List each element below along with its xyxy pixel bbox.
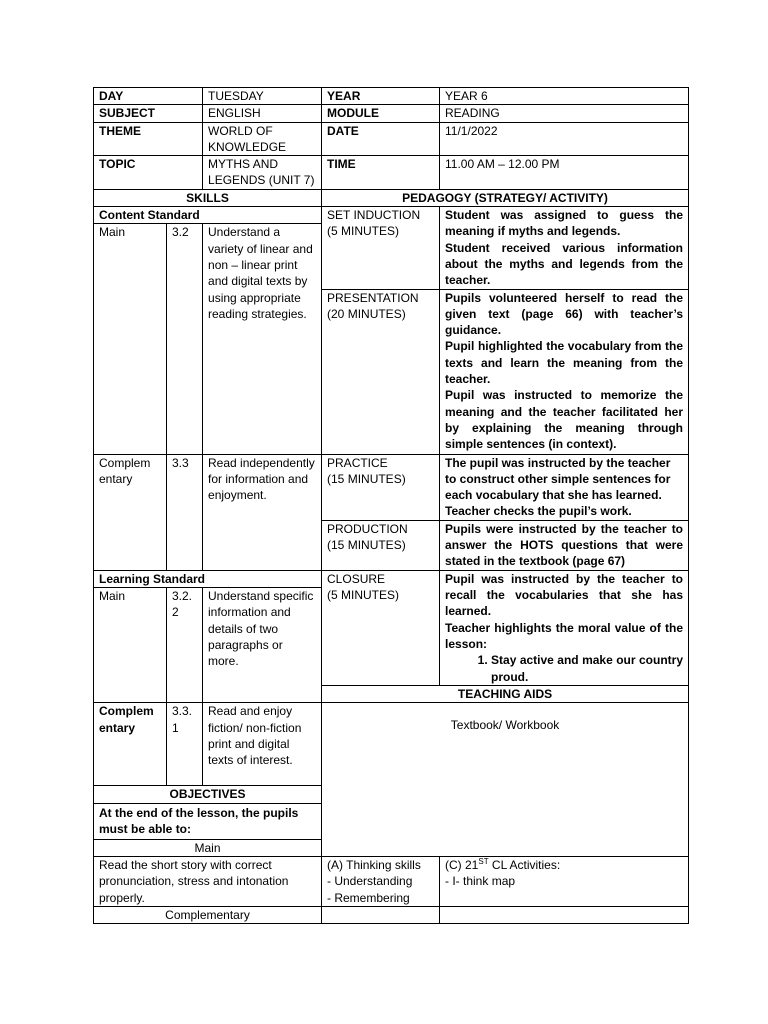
activity-line: Pupil highlighted the vocabulary from the texts and learn the meaning from the teacher. bbox=[445, 339, 684, 387]
stage-duration: (5 MINUTES) bbox=[327, 224, 400, 239]
topic-label: TOPIC bbox=[94, 156, 203, 190]
objectives-complementary-label: Complementary bbox=[94, 906, 322, 923]
activity-line: Teacher checks the pupil’s work. bbox=[445, 504, 632, 519]
empty-cell bbox=[440, 906, 689, 923]
activity-line: The pupil was instructed by the teacher to construct other simple sentences for each vocabulary that she has learned. bbox=[445, 455, 671, 503]
objectives-main-text: Read the short story with correct pronunciation, stress and intonation properly. bbox=[94, 856, 322, 906]
activity-line: Pupils were instructed by the teacher to answer the HOTS questions that were stated in the textbook (page 67) bbox=[445, 521, 684, 569]
objectives-main-label: Main bbox=[94, 839, 322, 856]
year-label: YEAR bbox=[322, 88, 440, 105]
learning-main-text: Understand specific information and details of two paragraphs or more. bbox=[203, 588, 322, 703]
cl-prefix: (C) 21 bbox=[445, 857, 479, 872]
activity-line: Pupil was instructed to memorize the meaning and the teacher facilitated her by explaining the meaning through simple sentences (in context). bbox=[445, 388, 684, 452]
objectives-heading: OBJECTIVES bbox=[94, 786, 322, 803]
stage-name: SET INDUCTION bbox=[327, 208, 421, 223]
production-stage bbox=[322, 520, 440, 570]
content-main-code: 3.2 bbox=[167, 224, 203, 454]
content-standard-label: Content Standard bbox=[94, 207, 322, 224]
day-value: TUESDAY bbox=[203, 88, 322, 105]
content-main-text: Understand a variety of linear and non – linear print and digital texts by using appropriate reading strategies. bbox=[203, 224, 322, 454]
set-induction-stage bbox=[322, 207, 440, 289]
teaching-aids-value: Textbook/ Workbook bbox=[322, 703, 689, 857]
stage-duration: (15 MINUTES) bbox=[327, 471, 406, 486]
learning-comp-code: 3.3. 1 bbox=[167, 703, 203, 786]
thinking-skill-item: - Understanding bbox=[327, 874, 413, 889]
cl-suffix: CL Activities: bbox=[488, 857, 561, 872]
cl-sup: ST bbox=[478, 856, 489, 866]
empty-cell bbox=[322, 906, 440, 923]
lesson-plan-table bbox=[93, 87, 689, 924]
content-main-label: Main bbox=[94, 224, 167, 454]
learning-main-code: 3.2. 2 bbox=[167, 588, 203, 703]
content-comp-label: Complem entary bbox=[94, 454, 167, 570]
stage-name: PRODUCTION bbox=[327, 521, 408, 536]
learning-main-label: Main bbox=[94, 588, 167, 703]
time-value: 11.00 AM – 12.00 PM bbox=[440, 156, 689, 190]
cl-activity-item: - I- think map bbox=[445, 874, 516, 889]
learning-standard-label: Learning Standard bbox=[94, 570, 322, 587]
day-label: DAY bbox=[94, 88, 203, 105]
year-value: YEAR 6 bbox=[440, 88, 689, 105]
stage-duration: (15 MINUTES) bbox=[327, 538, 406, 553]
content-comp-code: 3.3 bbox=[167, 454, 203, 570]
moral-value-list bbox=[445, 652, 683, 685]
stage-duration: (5 MINUTES) bbox=[327, 588, 400, 603]
topic-value: MYTHS AND LEGENDS (UNIT 7) bbox=[203, 156, 322, 190]
production-activity bbox=[440, 520, 689, 570]
learning-comp-label: Complem entary bbox=[94, 703, 167, 786]
stage-name: PRACTICE bbox=[327, 455, 388, 470]
subject-value: ENGLISH bbox=[203, 105, 322, 122]
theme-label: THEME bbox=[94, 122, 203, 156]
practice-stage bbox=[322, 454, 440, 520]
theme-value: WORLD OF KNOWLEDGE bbox=[203, 122, 322, 156]
module-value: READING bbox=[440, 105, 689, 122]
thinking-skill-item: - Remembering bbox=[327, 890, 410, 905]
date-value: 11/1/2022 bbox=[440, 122, 689, 156]
subject-label: SUBJECT bbox=[94, 105, 203, 122]
presentation-stage bbox=[322, 289, 440, 454]
activity-line: Student received various information about the myths and legends from the teacher. bbox=[445, 240, 684, 288]
set-induction-activity bbox=[440, 207, 689, 289]
stage-name: CLOSURE bbox=[327, 571, 386, 586]
moral-value-item: 1. Stay active and make our country proud. bbox=[491, 652, 683, 685]
objectives-intro: At the end of the lesson, the pupils must be able to: bbox=[94, 803, 322, 839]
activity-line: Teacher highlights the moral value of the lesson: bbox=[445, 620, 684, 651]
time-label: TIME bbox=[322, 156, 440, 190]
thinking-skills-title: (A) Thinking skills bbox=[327, 857, 421, 872]
content-comp-text: Read independently for information and enjoyment. bbox=[203, 454, 322, 570]
date-label: DATE bbox=[322, 122, 440, 156]
activity-line: Student was assigned to guess the meaning if myths and legends. bbox=[445, 208, 684, 239]
cl-activities-cell bbox=[440, 856, 689, 906]
module-label: MODULE bbox=[322, 105, 440, 122]
practice-activity bbox=[440, 454, 689, 520]
stage-name: PRESENTATION bbox=[327, 290, 419, 305]
pedagogy-heading: PEDAGOGY (STRATEGY/ ACTIVITY) bbox=[322, 189, 689, 206]
teaching-aids-heading: TEACHING AIDS bbox=[322, 686, 689, 703]
presentation-activity bbox=[440, 289, 689, 454]
closure-activity bbox=[440, 570, 689, 685]
thinking-skills-cell bbox=[322, 856, 440, 906]
skills-heading: SKILLS bbox=[94, 189, 322, 206]
closure-stage bbox=[322, 570, 440, 685]
learning-comp-text: Read and enjoy fiction/ non-fiction print and digital texts of interest. bbox=[203, 703, 322, 786]
activity-line: Pupil was instructed by the teacher to recall the vocabularies that she has learned. bbox=[445, 571, 684, 619]
cl-activities-title bbox=[445, 857, 683, 873]
activity-line: Pupils volunteered herself to read the given text (page 66) with teacher’s guidance. bbox=[445, 290, 684, 338]
stage-duration: (20 MINUTES) bbox=[327, 306, 406, 321]
